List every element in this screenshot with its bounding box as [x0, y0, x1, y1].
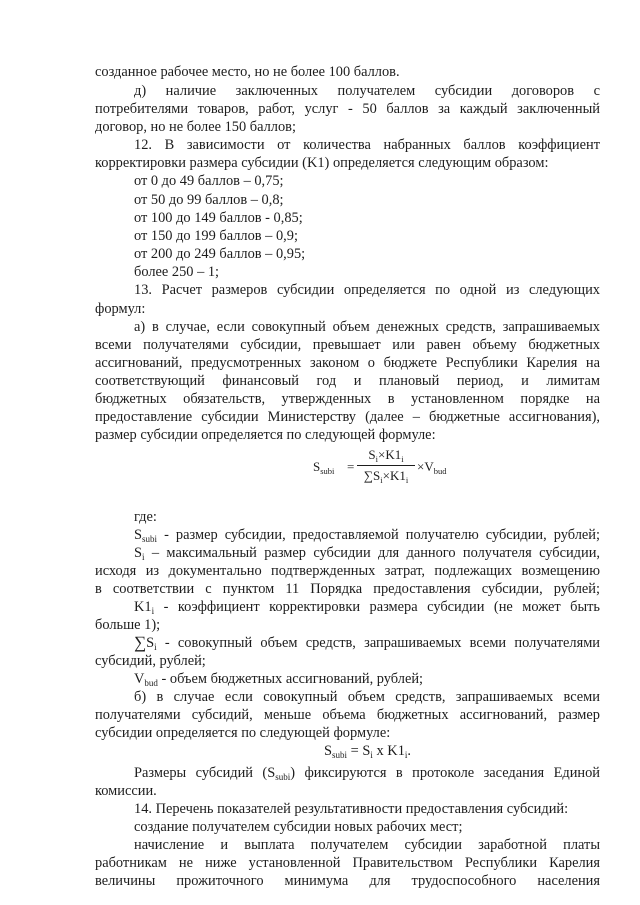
text-line: $\sum S_i$ - совокупный объем средств, запрашиваемых всеми получателями	[134, 633, 600, 652]
text-line: 13. Расчет размеров субсидии определяется по одной из следующих	[134, 282, 600, 298]
text-line: потребителями товаров, работ, услуг - 50 баллов за каждый заключенный	[95, 101, 600, 117]
text-line: размер субсидии определяется по следующей формуле:	[95, 427, 436, 443]
text-line: комиссии.	[95, 783, 157, 799]
text-line: а) в случае, если совокупный объем денежных средств, запрашиваемых	[134, 319, 600, 335]
text-line: от 200 до 249 баллов – 0,95;	[134, 246, 306, 262]
text-line: величины прожиточного минимума для трудоспособного населения	[95, 873, 600, 889]
text-line: 12. В зависимости от количества набранных баллов коэффициент	[134, 137, 600, 153]
text-line: создание получателем субсидии новых рабочих мест;	[134, 819, 463, 835]
text-line: $S_i$ – максимальный размер субсидии для данного получателя субсидии,	[134, 545, 600, 562]
text-line: больше 1);	[95, 617, 161, 633]
text-line: в соответствии с пунктом 11 Порядка предоставления субсидии, рублей;	[95, 581, 600, 597]
text-line: начисление и выплата получателем субсидии заработной платы	[134, 837, 600, 853]
text-line: договор, но не более 150 баллов;	[95, 119, 296, 135]
formula-subsidy-b: $S_{subi} = S_i$ x $K1_i$.	[324, 743, 412, 760]
text-line: от 0 до 49 баллов – 0,75;	[134, 173, 284, 189]
text-line: где:	[134, 509, 157, 525]
text-line: от 100 до 149 баллов - 0,85;	[134, 210, 303, 226]
text-line: от 50 до 99 баллов – 0,8;	[134, 192, 284, 208]
text-line: б) в случае если совокупный объем средств, запрашиваемых всеми	[134, 689, 600, 705]
text-line: всеми получателями субсидии, превышает или равен объему бюджетных	[95, 337, 600, 353]
text-line: формул:	[95, 301, 146, 317]
text-line: работникам не ниже установленной Правительством Республики Карелия	[95, 855, 600, 871]
text-line: ассигнований, предусмотренных законом о бюджете Республики Карелия на	[95, 355, 600, 371]
text-line: получателями субсидий, меньше объема бюджетных ассигнований, размер	[95, 707, 600, 723]
text-line: субсидий, рублей;	[95, 653, 206, 669]
text-line: $K1_i$ - коэффициент корректировки размера субсидии (не может быть	[134, 599, 600, 616]
text-line: исходя из документально подтвержденных затрат, подлежащих возмещению	[95, 563, 600, 579]
text-line: корректировки размера субсидии (K1) определяется следующим образом:	[95, 155, 549, 171]
text-line: более 250 – 1;	[134, 264, 220, 280]
text-line: субсидии определяется по следующей формуле:	[95, 725, 391, 741]
formula-subsidy-a: $S_{subi}$ = $S_i\times K1_i$ $\sum S_i\times K1_i$ $\times V_{bud}$	[313, 447, 447, 485]
text-line: созданное рабочее место, но не более 100 баллов.	[95, 64, 400, 80]
text-line: Размеры субсидий $(S_{subi})$ фиксируются в протоколе заседания Единой	[134, 765, 600, 782]
text-line: от 150 до 199 баллов – 0,9;	[134, 228, 298, 244]
text-line: д) наличие заключенных получателем субсидии договоров с	[134, 83, 600, 99]
text-line: соответствующий финансовый год и плановый период, и лимитам	[95, 373, 600, 389]
text-line: $V_{bud}$ - объем бюджетных ассигнований, рублей;	[134, 671, 424, 688]
text-line: предоставление субсидии Министерству (далее – бюджетные ассигнования),	[95, 409, 600, 425]
text-line: $S_{subi}$ - размер субсидии, предоставляемой получателю субсидии, рублей;	[134, 527, 600, 544]
text-line: бюджетных обязательств, утвержденных в установленном порядке на	[95, 391, 600, 407]
text-line: 14. Перечень показателей результативности предоставления субсидий:	[134, 801, 569, 817]
